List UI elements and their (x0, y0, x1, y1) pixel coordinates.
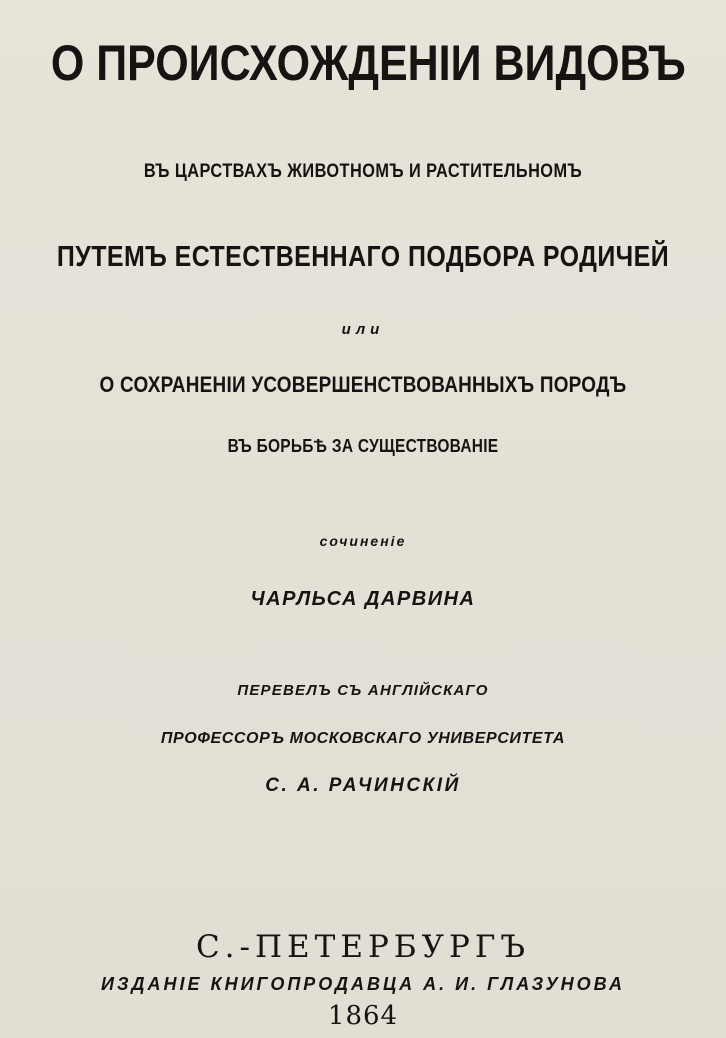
author-name: ЧАРЛЬСА ДАРВИНА (250, 588, 476, 610)
subtitle-preservation: О СОХРАНЕНІИ УСОВЕРШЕНСТВОВАННЫХЪ ПОРОДЪ (99, 372, 627, 397)
subtitle-natural-selection: ПУТЕМЪ ЕСТЕСТВЕННАГО ПОДБОРА РОДИЧЕЙ (56, 241, 670, 273)
publication-city: С.-ПЕТЕРБУРГЪ (195, 929, 531, 965)
translator-name: С. А. РАЧИНСКІЙ (265, 775, 461, 796)
conjunction-or: или (341, 321, 385, 338)
translated-from: ПЕРЕВЕЛЪ СЪ АНГЛІЙСКАГО (237, 682, 489, 699)
publisher: ИЗДАНІЕ КНИГОПРОДАВЦА А. И. ГЛАЗУНОВА (101, 974, 625, 994)
translator-position: ПРОФЕССОРЪ МОСКОВСКАГО УНИВЕРСИТЕТА (160, 730, 566, 747)
work-label: сочиненіе (319, 533, 407, 549)
subtitle-kingdoms: ВЪ ЦАРСТВАХЪ ЖИВОТНОМЪ И РАСТИТЕЛЬНОМЪ (143, 161, 583, 182)
publication-year: 1864 (327, 1001, 399, 1031)
book-title: О ПРОИСХОЖДЕНІИ ВИДОВЪ (50, 35, 686, 91)
subtitle-struggle: ВЪ БОРЬБѢ ЗА СУЩЕСТВОВАНІЕ (227, 436, 499, 456)
